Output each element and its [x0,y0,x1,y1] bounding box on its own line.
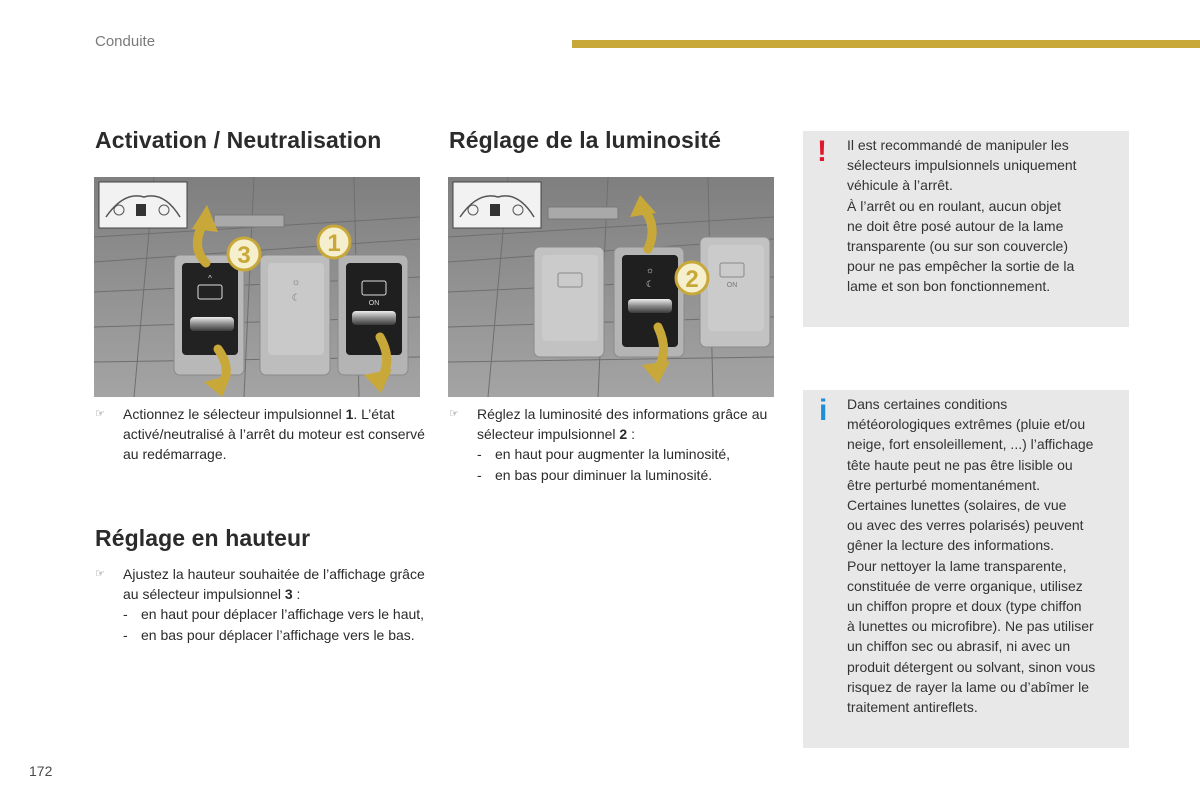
luminosite-heading: Réglage de la luminosité [449,127,722,153]
hauteur-subitem: - en bas pour déplacer l’affichage vers le bas. [123,626,415,643]
note-line: constituée de verre organique, utilisez [847,577,1083,594]
callout-2-label: 2 [685,266,699,293]
luminosite-bullet-text-end: : [627,426,635,443]
note-line: Certaines lunettes (solaires, de vue [847,497,1067,514]
note-line: ne doit être posé autour de la lame [847,217,1064,234]
pointing-hand-icon: ☞ [449,408,459,420]
activation-bullet-text: Actionnez le sélecteur impulsionnel [123,406,346,422]
note-line: lame et son bon fonctionnement. [847,278,1051,295]
warning-note-text [847,135,1077,297]
luminosite-subitem: - en bas pour diminuer la luminosité. [477,466,713,483]
hauteur-subitem-text: en bas pour déplacer l’affichage vers le bas. [141,626,415,643]
pointing-hand-icon: ☞ [95,568,105,580]
note-line: neige, fort ensoleillement, ...) l’affichage [847,436,1094,453]
note-line: Dans certaines conditions [847,396,1008,412]
hauteur-subitem: - en haut pour déplacer l’affichage vers le haut, [123,606,425,623]
page-number: 172 [29,763,53,779]
warning-note [803,131,1129,327]
note-line: Il est recommandé de manipuler les [847,137,1069,153]
luminosite-instructions [449,404,769,485]
luminosite-bullet-bold: 2 [619,426,628,443]
svg-text:^: ^ [208,274,212,283]
note-line: météorologiques extrêmes (pluie et/ou [847,416,1086,433]
pointing-hand-icon: ☞ [95,408,105,420]
callout-1-label: 1 [327,230,341,257]
header-accent-bar [572,40,1200,48]
hauteur-bullet-text-end: : [292,586,301,603]
activation-bullet [95,404,425,465]
svg-text:☼: ☼ [291,277,301,288]
info-icon: i [819,394,828,427]
note-line: gêner la lecture des informations. [847,537,1054,554]
hauteur-subitem-text: en haut pour déplacer l’affichage vers le haut, [141,606,425,623]
callout-3-label: 3 [237,242,251,269]
switch-on-label: ON [368,300,380,307]
note-line: produit détergent ou solvant, sinon vous [847,658,1096,675]
activation-bullet-bold: 1 [345,406,354,422]
luminosite-subitem: - en haut pour augmenter la luminosité, [477,446,731,463]
section-label: Conduite [95,33,156,50]
switch-on-label: ON [726,282,738,289]
svg-text:☾: ☾ [645,279,655,289]
luminosite-bullet-text: Réglez la luminosité des informations grâce au sélecteur impulsionnel [477,406,768,443]
luminosite-photo [448,177,774,397]
warning-icon: ! [817,135,827,168]
activation-photo [94,177,420,397]
note-line: traitement antireflets. [847,699,978,716]
note-line: ou avec des verres polarisés) peuvent [847,517,1084,534]
svg-text:☼: ☼ [645,265,655,275]
note-line: Pour nettoyer la lame transparente, [847,557,1067,574]
note-line: risquez de rayer la lame ou d’abîmer le [847,678,1090,695]
note-line: être perturbé momentanément. [847,476,1040,493]
note-line: pour ne pas empêcher la sortie de la [847,258,1075,275]
hauteur-instructions [95,564,425,645]
note-line: À l’arrêt ou en roulant, aucun objet [847,197,1062,214]
hauteur-bullet-bold: 3 [284,586,293,603]
note-line: transparente (ou sur son couvercle) [847,238,1068,255]
luminosite-subitem-text: en haut pour augmenter la luminosité, [495,446,731,463]
note-line: véhicule à l’arrêt. [847,177,953,194]
activation-heading: Activation / Neutralisation [95,127,382,153]
luminosite-subitem-text: en bas pour diminuer la luminosité. [495,466,713,483]
hauteur-heading: Réglage en hauteur [95,525,311,551]
note-line: à lunettes ou microfibre). Ne pas utiliser [847,618,1094,635]
note-line: un chiffon propre et doux (type chiffon [847,598,1082,615]
note-line: tête haute peut ne pas être lisible ou [847,456,1073,473]
hauteur-bullet-text: Ajustez la hauteur souhaitée de l’affichage grâce au sélecteur impulsionnel [123,566,425,603]
hauteur-bullet [95,564,425,604]
note-line: un chiffon sec ou abrasif, ni avec un [847,638,1071,655]
luminosite-bullet [449,404,769,444]
svg-text:☾: ☾ [291,293,301,304]
info-note [803,390,1129,748]
activation-bullet-text-end: . L’état activé/neutralisé à l’arrêt du moteur est conservé au redémarrage. [123,406,425,463]
note-line: sélecteurs impulsionnels uniquement [847,157,1077,174]
info-note-text [847,394,1095,717]
activation-instructions [95,404,425,465]
